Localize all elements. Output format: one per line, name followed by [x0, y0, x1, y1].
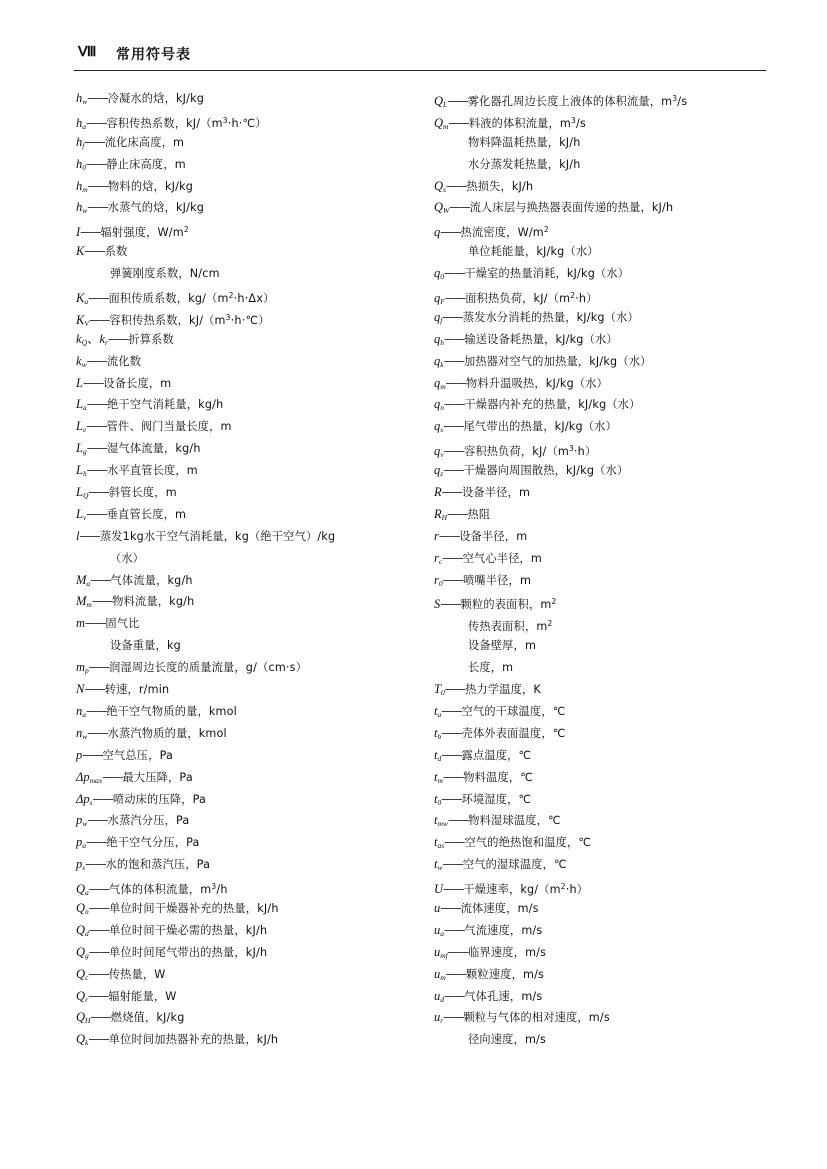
symbol-entry: $r_0——$喷嘴半径，m	[434, 572, 532, 588]
symbol: U	[434, 882, 444, 897]
symbol-description: 蒸发水分消耗的热量，kJ/kg（水）	[462, 310, 639, 324]
symbol-entry: $\Delta p_s——$喷动床的压降，Pa	[76, 791, 207, 807]
symbol-description: 长度，m	[468, 661, 514, 675]
symbol: u	[434, 900, 441, 915]
symbol: N	[76, 682, 85, 697]
symbol-description: 单位时间尾气带出的热量，kJ/h	[109, 945, 268, 959]
symbol-entry: $L_Q——$斜管长度，m	[76, 485, 177, 501]
symbol-entry: $h_w——$水蒸气的焓，kJ/kg	[76, 200, 205, 216]
symbol: $h_f$	[76, 134, 85, 150]
symbol-entry: $T_0——$热力学温度，K	[434, 682, 541, 698]
symbol-entry	[434, 132, 794, 154]
symbol-entry: U——干燥速率，$kg/(m^2\cdot h)$	[434, 882, 589, 897]
symbol: $t_a$	[434, 703, 442, 719]
symbol: $t_0$	[434, 791, 442, 807]
symbol: $u_a$	[434, 922, 444, 938]
symbol-description: 斜管长度，m	[108, 486, 177, 500]
symbol: $Q_r$	[76, 988, 88, 1004]
symbol-description: 静止床高度，m	[106, 157, 186, 171]
symbol-entry: $h_a——$容积传热系数，$kJ/(m^3\cdot h\cdot℃)$	[76, 115, 267, 131]
symbol-entry: I——辐射强度，$W/m^2$	[76, 225, 189, 240]
page-header	[74, 42, 766, 70]
symbol-entry: u——流体速度，m/s	[434, 900, 539, 915]
symbol: $t_{mw}$	[434, 813, 448, 829]
symbol-entry: $u_m——$颗粒速度，m/s	[434, 966, 545, 982]
symbol-description: 径向速度，m/s	[468, 1033, 547, 1047]
symbol-entry: $q_k——$加热器对空气的加热量，kJ/kg（水）	[434, 353, 652, 369]
symbol-entry: $q_h——$输送设备耗热量，kJ/kg（水）	[434, 331, 618, 347]
symbol-description: 设备半径，m	[459, 529, 528, 543]
symbol-description: 物料湿球温度，℃	[468, 814, 561, 828]
symbol-description: 物料流量，kg/h	[112, 595, 195, 609]
symbol-description: 物料的焓，kJ/kg	[108, 179, 194, 193]
symbol-description: 辐射强度，$W/m^2$	[100, 225, 189, 240]
symbol-description: 水平直管长度，m	[107, 464, 198, 478]
symbol: $L_h$	[76, 463, 87, 479]
symbol: $t_b$	[434, 725, 442, 741]
symbol: $M_m$	[76, 594, 92, 610]
symbol: $h_a$	[76, 115, 86, 131]
symbol-description: 热力学温度，K	[465, 683, 541, 697]
symbol-entry: $m_p——$润湿周边长度的质量流量，g/（cm·s）	[76, 660, 308, 676]
symbol-entry: $q_v——$容积热负荷，$kJ/(m^3\cdot h)$	[434, 444, 597, 460]
symbol-description: 管件、阀门当量长度，m	[106, 420, 232, 434]
symbol-entry: q——热流密度，$W/m^2$	[434, 225, 549, 240]
symbol: $h_w$	[76, 200, 88, 216]
symbol-description: 设备半径，m	[462, 486, 531, 500]
symbol-entry	[434, 635, 794, 657]
symbol: $p_w$	[76, 813, 88, 829]
symbol-entry: $r_c——$空气心半径，m	[434, 550, 543, 566]
symbol-entry: $Q_m——$料液的体积流量，$m^3/s$	[434, 115, 587, 131]
symbol-description: 空气的干球温度，℃	[461, 704, 566, 718]
symbol-description: 传热表面积，$m^2$	[468, 619, 553, 634]
symbol-description: 颗粒的表面积，$m^2$	[460, 597, 557, 612]
symbol-description: 干燥室的热量消耗，kJ/kg（水）	[464, 267, 630, 281]
symbol-entry: $Q_L——$雾化器孔周边长度上液体的体积流量，$m^3/s$	[434, 94, 688, 109]
symbol-entry: $L_g——$湿气体流量，kg/h	[76, 441, 201, 457]
symbol: $n_w$	[76, 725, 88, 741]
symbol: $R_H$	[434, 506, 448, 522]
symbol-description: 尾气带出的热量，kJ/kg（水）	[463, 420, 617, 434]
symbol: $u_d$	[434, 988, 444, 1004]
symbol-entry: $Q_a——$气体的体积流量，$m^3/h$	[76, 882, 228, 898]
symbol-entry: $t_w——$空气的湿球温度，℃	[434, 857, 567, 873]
symbol-description: 单位时间干燥器补充的热量，kJ/h	[109, 901, 279, 915]
symbol-entry: $k_Q$、$k_r——$折算系数	[76, 331, 174, 347]
symbol: $\Delta p_{max}$	[76, 769, 103, 785]
symbol-description: 单位耗能量，kJ/kg（水）	[468, 245, 599, 259]
page-number: Ⅷ	[78, 45, 97, 60]
symbol: S	[434, 597, 441, 612]
symbol: $n_a$	[76, 703, 86, 719]
symbol-description: 喷动床的压降，Pa	[112, 792, 207, 806]
symbol-description: 热阻	[467, 507, 491, 521]
symbol: $t_{as}$	[434, 835, 445, 851]
symbol-description: 热流密度，$W/m^2$	[460, 225, 549, 240]
symbol-description: 临界速度，m/s	[468, 945, 547, 959]
symbol: $q_s$	[434, 419, 444, 435]
symbol-description: 流化数	[106, 354, 142, 368]
symbol: $t_m$	[434, 769, 443, 785]
symbol: $Q_s$	[434, 178, 446, 194]
symbol-entry: $M_a——$气体流量，kg/h	[76, 572, 193, 588]
symbol: $Q_m$	[434, 115, 449, 131]
symbol: m	[76, 616, 86, 631]
symbol: q	[434, 225, 441, 240]
symbol-description: 空气心半径，m	[462, 551, 543, 565]
symbol: $L_e$	[76, 419, 87, 435]
symbol-description: 设备壁厚，m	[468, 639, 537, 653]
symbol: $Q_d$	[76, 922, 89, 938]
symbol-description: 容积传热系数，$kJ/(m^3\cdot h\cdot℃)$	[109, 312, 270, 327]
symbol: $t_d$	[434, 747, 442, 763]
symbol-entry: $q_f——$蒸发水分消耗的热量，kJ/kg（水）	[434, 309, 639, 325]
symbol-description: 空气的绝热饱和温度，℃	[464, 836, 592, 850]
symbol-description: 固气比	[105, 617, 140, 631]
symbol: $Q_L$	[434, 94, 448, 109]
symbol-description: 物料降温耗热量，kJ/h	[468, 135, 581, 149]
symbol: $\Delta p_s$	[76, 791, 93, 807]
symbol-description: 面积热负荷，$kJ/(m^2\cdot h)$	[465, 291, 598, 306]
symbol: l	[76, 528, 80, 543]
symbol-description: 干燥器向周围散热，kJ/kg（水）	[463, 464, 629, 478]
symbol: $p_s$	[76, 857, 86, 873]
symbol: $Q_H$	[76, 1010, 91, 1026]
symbol-description: 湿气体流量，kg/h	[107, 442, 201, 456]
symbol-entry: $q_m——$物料升温吸热，kJ/kg（水）	[434, 375, 609, 391]
symbol-entry: $t_0——$环境湿度，℃	[434, 791, 532, 807]
symbol-entry: $n_a——$绝干空气物质的量，kmol	[76, 703, 237, 719]
page-title: 常用符号表	[116, 47, 191, 63]
symbol: $t_w$	[434, 857, 443, 873]
symbol-entry: $p_w——$水蒸汽分压，Pa	[76, 813, 190, 829]
symbol-description: （水）	[110, 551, 145, 565]
symbol: $M_a$	[76, 572, 91, 588]
symbol-description: 气体的体积流量，$m^3/h$	[109, 882, 228, 897]
symbol-entry: $K_a——$面积传质系数，$kg/(m^2\cdot h\cdot\Delta x)$	[76, 291, 275, 307]
symbol: K	[76, 244, 85, 259]
symbol-description: 容积传热系数，$kJ/(m^3\cdot h\cdot℃)$	[106, 115, 267, 130]
symbol-description: 喷嘴半径，m	[463, 573, 532, 587]
symbol-entry	[76, 263, 436, 285]
symbol-entry: $q_z——$干燥器向周围散热，kJ/kg（水）	[434, 463, 629, 479]
symbol-entry: $t_m——$物料温度，℃	[434, 769, 533, 785]
symbol-entry	[434, 613, 794, 635]
symbol-description: 绝干空气消耗量，kg/h	[107, 398, 224, 412]
symbol: p	[76, 747, 83, 762]
symbol-entry: $t_{as}——$空气的绝热饱和温度，℃	[434, 835, 592, 851]
symbol-entry	[434, 154, 794, 176]
symbol: $K_a$	[76, 291, 89, 307]
symbol: $u_m$	[434, 966, 446, 982]
symbol-entry: $Q_d——$单位时间干燥必需的热量，kJ/h	[76, 922, 268, 938]
symbol: $h_w$	[76, 91, 88, 106]
symbol-entry: $K_V——$容积传热系数，$kJ/(m^3\cdot h\cdot℃)$	[76, 312, 270, 328]
symbol-description: 绝干空气物质的量，kmol	[106, 704, 237, 718]
symbol: $u_{mf}$	[434, 944, 448, 960]
symbol-entry: $Q_g——$单位时间尾气带出的热量，kJ/h	[76, 944, 268, 960]
symbol-description: 颗粒与气体的相对速度，m/s	[463, 1011, 610, 1025]
symbol-description: 单位时间加热器补充的热量，kJ/h	[108, 1033, 279, 1047]
symbol-entry: $Q_r——$辐射能量，W	[76, 988, 177, 1004]
symbol: R	[434, 485, 442, 500]
symbol-description: 干燥器内补充的热量，kJ/kg（水）	[464, 398, 641, 412]
symbol-entry: $u_d——$气体孔速，m/s	[434, 988, 543, 1004]
symbol: $L_a$	[76, 397, 87, 413]
symbol: $Q_k$	[76, 1032, 89, 1048]
symbol-entry: $h_f——$流化床高度，m	[76, 134, 185, 150]
symbol-entry: $h_w——$冷凝水的焓，kJ/kg	[76, 91, 205, 106]
symbol: $k_Q$、$k_r$	[76, 331, 108, 347]
symbol-entry: $u_a——$气流速度，m/s	[434, 922, 543, 938]
symbol: $Q_g$	[76, 944, 89, 960]
symbol-entry: L——设备长度，m	[76, 375, 172, 390]
symbol-description: 水蒸汽分压，Pa	[107, 814, 190, 828]
symbol-description: 设备重量，kg	[110, 639, 181, 653]
symbol-entry: $h_m——$物料的焓，kJ/kg	[76, 178, 194, 194]
symbol-description: 颗粒速度，m/s	[466, 967, 545, 981]
symbol: $Q_W$	[434, 200, 450, 216]
symbol-entry: $t_d——$露点温度，℃	[434, 747, 532, 763]
symbol-entry: $u_r——$颗粒与气体的相对速度，m/s	[434, 1010, 610, 1026]
symbol-entry: m——固气比	[76, 616, 140, 631]
symbol-description: 气体孔速，m/s	[464, 989, 543, 1003]
symbol-description: 垂直管长度，m	[106, 507, 187, 521]
symbol-description: 折算系数	[128, 332, 174, 346]
symbol: $q_n$	[434, 397, 444, 413]
symbol-entry: $Q_c——$传热量，W	[76, 966, 166, 982]
symbol: $h_m$	[76, 178, 88, 194]
symbol-entry	[434, 657, 794, 679]
symbol-description: 物料升温吸热，kJ/kg（水）	[466, 376, 609, 390]
symbol-description: 燃烧值，kJ/kg	[110, 1011, 185, 1025]
symbol-entry: r——设备半径，m	[434, 528, 528, 543]
symbol-description: 水分蒸发耗热量，kJ/h	[468, 157, 581, 171]
symbol-description: 蒸发1kg水干空气消耗量，kg（绝干空气）/kg	[99, 529, 336, 543]
symbol: $r_0$	[434, 572, 443, 588]
symbol-entry	[76, 635, 436, 657]
symbol-list-right	[434, 88, 794, 1051]
symbol: $Q_c$	[76, 966, 89, 982]
symbol-description: 输送设备耗热量，kJ/kg（水）	[464, 332, 618, 346]
symbol-entry: $k_w——$流化数	[76, 353, 142, 369]
symbol-entry: $q_s——$尾气带出的热量，kJ/kg（水）	[434, 419, 617, 435]
symbol-entry: $\Delta p_{max}——$最大压降，Pa	[76, 769, 193, 785]
symbol-entry: $h_0——$静止床高度，m	[76, 156, 186, 172]
symbol: $q_f$	[434, 309, 443, 325]
symbol-entry: $q_F——$面积热负荷，$kJ/(m^2\cdot h)$	[434, 291, 598, 307]
symbol: $Q_a$	[76, 882, 89, 898]
symbol-entry	[434, 1029, 794, 1051]
symbol: $p_a$	[76, 835, 86, 851]
symbol-entry: l——蒸发1kg水干空气消耗量，kg（绝干空气）/kg	[76, 528, 336, 543]
symbol: $q_F$	[434, 291, 445, 307]
symbol-description: 干燥速率，$kg/(m^2\cdot h)$	[463, 882, 589, 897]
symbol: $q_0$	[434, 266, 444, 282]
symbol: $L_v$	[76, 506, 87, 522]
symbol: $q_v$	[434, 444, 444, 460]
symbol-description: 辐射能量，W	[108, 989, 177, 1003]
symbol-description: 水的饱和蒸汽压，Pa	[105, 858, 211, 872]
symbol: $q_z$	[434, 463, 444, 479]
symbol: $L_Q$	[76, 485, 89, 501]
symbol: $k_w$	[76, 353, 87, 369]
symbol-entry	[434, 241, 794, 263]
symbol-description: 润湿周边长度的质量流量，g/（cm·s）	[109, 661, 308, 675]
symbol-entry: $Q_n——$单位时间干燥器补充的热量，kJ/h	[76, 900, 279, 916]
symbol-description: 设备长度，m	[103, 376, 172, 390]
symbol-description: 露点温度，℃	[461, 748, 532, 762]
symbol-description: 气体流量，kg/h	[110, 573, 193, 587]
header-rule	[74, 70, 766, 71]
symbol-description: 绝干空气分压，Pa	[106, 836, 200, 850]
symbol-description: 弹簧刚度系数，N/cm	[110, 267, 220, 281]
symbol-description: 气流速度，m/s	[464, 923, 543, 937]
symbol-entry: R——设备半径，m	[434, 485, 531, 500]
symbol-description: 流体速度，m/s	[460, 901, 539, 915]
symbol-entry: p——空气总压，Pa	[76, 747, 174, 762]
symbol-entry: $R_H——$热阻	[434, 506, 491, 522]
symbol-entry: $Q_W——$流人床层与换热器表面传递的热量，kJ/h	[434, 200, 674, 216]
symbol: $T_0$	[434, 682, 445, 698]
symbol-description: 物料温度，℃	[463, 770, 533, 784]
symbol-description: 流化床高度，m	[104, 135, 185, 149]
symbol: $Q_n$	[76, 900, 89, 916]
symbol-entry: $Q_s——$热损失，kJ/h	[434, 178, 534, 194]
symbol-entry: $Q_H——$燃烧值，kJ/kg	[76, 1010, 185, 1026]
symbol: $L_g$	[76, 441, 87, 457]
symbol-entry: $t_b——$壳体外表面温度，℃	[434, 725, 566, 741]
symbol: r	[434, 528, 439, 543]
symbol-entry: $q_n——$干燥器内补充的热量，kJ/kg（水）	[434, 397, 641, 413]
symbol-entry: $L_h——$水平直管长度，m	[76, 463, 198, 479]
symbol-description: 空气总压，Pa	[102, 748, 174, 762]
symbol: $h_0$	[76, 156, 86, 172]
symbol-entry: $Q_k——$单位时间加热器补充的热量，kJ/h	[76, 1032, 279, 1048]
symbol-entry: $p_s——$水的饱和蒸汽压，Pa	[76, 857, 211, 873]
symbol-description: 壳体外表面温度，℃	[461, 726, 566, 740]
symbol-description: 水蒸气的焓，kJ/kg	[107, 201, 205, 215]
symbol-description: 流人床层与换热器表面传递的热量，kJ/h	[469, 201, 674, 215]
symbol: $u_r$	[434, 1010, 444, 1026]
symbol-entry: $M_m——$物料流量，kg/h	[76, 594, 195, 610]
symbol-description: 水蒸汽物质的量，kmol	[107, 726, 227, 740]
symbol-description: 单位时间干燥必需的热量，kJ/h	[109, 923, 268, 937]
symbol: $q_m$	[434, 375, 446, 391]
symbol: $r_c$	[434, 550, 443, 566]
symbol: $m_p$	[76, 660, 89, 676]
symbol-description: 面积传质系数，$kg/(m^2\cdot h\cdot\Delta x)$	[108, 291, 275, 306]
symbol-description: 空气的湿球温度，℃	[462, 858, 567, 872]
symbol-entry: $n_w——$水蒸汽物质的量，kmol	[76, 725, 227, 741]
symbol-entry: $L_e——$管件、阀门当量长度，m	[76, 419, 232, 435]
symbol-description: 传热量，W	[108, 967, 166, 981]
symbol-description: 环境湿度，℃	[461, 792, 532, 806]
symbol-description: 料液的体积流量，$m^3/s$	[468, 115, 587, 130]
symbol-entry: $L_a——$绝干空气消耗量，kg/h	[76, 397, 224, 413]
symbol-entry	[76, 548, 436, 570]
symbol-entry: $u_{mf}——$临界速度，m/s	[434, 944, 547, 960]
symbol-entry: S——颗粒的表面积，$m^2$	[434, 597, 557, 612]
symbol-list-left	[76, 88, 436, 1051]
symbol-description: 热损失，kJ/h	[466, 179, 534, 193]
symbol-entry: $t_a——$空气的干球温度，℃	[434, 703, 566, 719]
symbol-description: 转速，r/min	[104, 683, 170, 697]
symbol: $q_h$	[434, 331, 444, 347]
symbol-description: 雾化器孔周边长度上液体的体积流量，$m^3/s$	[467, 94, 688, 108]
symbol-entry: K——系数	[76, 244, 128, 259]
symbol-entry: $q_0——$干燥室的热量消耗，kJ/kg（水）	[434, 266, 630, 282]
symbol-description: 冷凝水的焓，kJ/kg	[107, 92, 205, 105]
symbol: L	[76, 375, 83, 390]
symbol-entry: $t_{mw}——$物料湿球温度，℃	[434, 813, 561, 829]
symbol: $q_k$	[434, 353, 444, 369]
symbol-description: 最大压降，Pa	[122, 770, 193, 784]
symbol-entry: N——转速，r/min	[76, 682, 170, 697]
symbol-description: 加热器对空气的加热量，kJ/kg（水）	[463, 354, 652, 368]
symbol-description: 系数	[104, 245, 128, 259]
symbol-entry: $p_a——$绝干空气分压，Pa	[76, 835, 200, 851]
symbol: $K_V$	[76, 312, 89, 328]
symbol-description: 容积热负荷，$kJ/(m^3\cdot h)$	[463, 444, 597, 459]
symbol-entry: $L_v——$垂直管长度，m	[76, 506, 187, 522]
symbol: I	[76, 225, 81, 240]
